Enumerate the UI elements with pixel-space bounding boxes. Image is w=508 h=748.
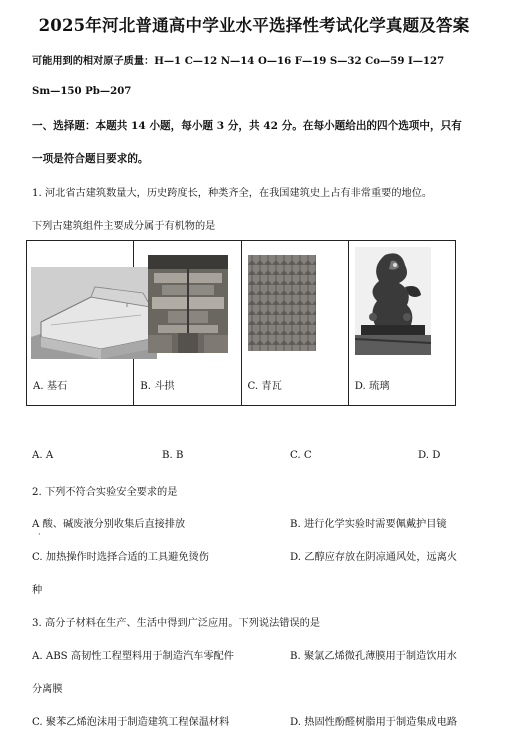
q2-stem: 2. 下列不符合实验安全要求的是 [32,487,178,498]
q3-option-c: C. 聚苯乙烯泡沫用于制造建筑工程保温材料 [32,717,230,728]
q2-option-a: A 酸、碱废液分别收集后直接排放 [32,519,186,530]
q2-option-d-line-1: D. 乙醇应存放在阴凉通风处，远离火 [290,552,458,563]
atomic-mass-line-2: Sm—150 Pb—207 [32,85,132,97]
atomic-mass-line-1: 可能用到的相对原子质量：H—1 C—12 N—14 O—16 F—19 S—32 Co—59 I—127 [32,55,445,67]
section-1-heading-line-1: 一、选择题：本题共 14 小题，每小题 3 分，共 42 分。在每小题给出的四个选项中，只有 [32,120,462,132]
q3-option-b-line-2: 分离膜 [32,684,63,695]
q1-stem-line-2: 下列古建筑组件主要成分属于有机物的是 [32,221,216,232]
q1-option-c: C. C [290,450,312,461]
q1-label-b: B. 斗拱 [140,381,175,392]
q3-stem: 3. 高分子材料在生产、生活中得到广泛应用。下列说法错误的是 [32,618,321,629]
q2-option-a-dot: · [38,530,41,539]
q1-image-cell-d [348,241,455,406]
q2-option-d-line-2: 种 [32,585,43,596]
q1-image-cell-c [241,241,348,406]
q3-option-d: D. 热固性酚醛树脂用于制造集成电路 [290,717,458,728]
q1-image-table [26,240,456,406]
q1-label-d: D. 琉璃 [354,381,390,392]
q2-option-b: B. 进行化学实验时需要佩戴护目镜 [290,519,447,530]
bracket-set-photo [148,255,228,353]
q1-image-cell-a [27,241,134,406]
q3-option-a: A. ABS 高韧性工程塑料用于制造汽车零配件 [32,651,234,662]
q1-option-a: A. A [32,450,54,461]
q3-option-b-line-1: B. 聚氯乙烯微孔薄膜用于制造饮用水 [290,651,457,662]
grey-tile-photo [248,255,316,351]
q1-stem-line-1: 1. 河北省古建筑数量大，历史跨度长，种类齐全，在我国建筑史上占有非常重要的地位。 [32,188,433,199]
q2-option-c: C. 加热操作时选择合适的工具避免烫伤 [32,552,209,563]
q1-option-b: B. B [162,450,184,461]
glazed-dragon-photo [355,247,431,355]
q1-option-d: D. D [418,450,441,461]
q1-label-a: A. 基石 [33,381,68,392]
section-1-heading-line-2: 一项是符合题目要求的。 [32,153,149,165]
q1-label-c: C. 青瓦 [247,381,282,392]
q1-image-cell-b [134,241,241,406]
page-title: 2025年河北普通高中学业水平选择性考试化学真题及答案 [38,16,470,35]
